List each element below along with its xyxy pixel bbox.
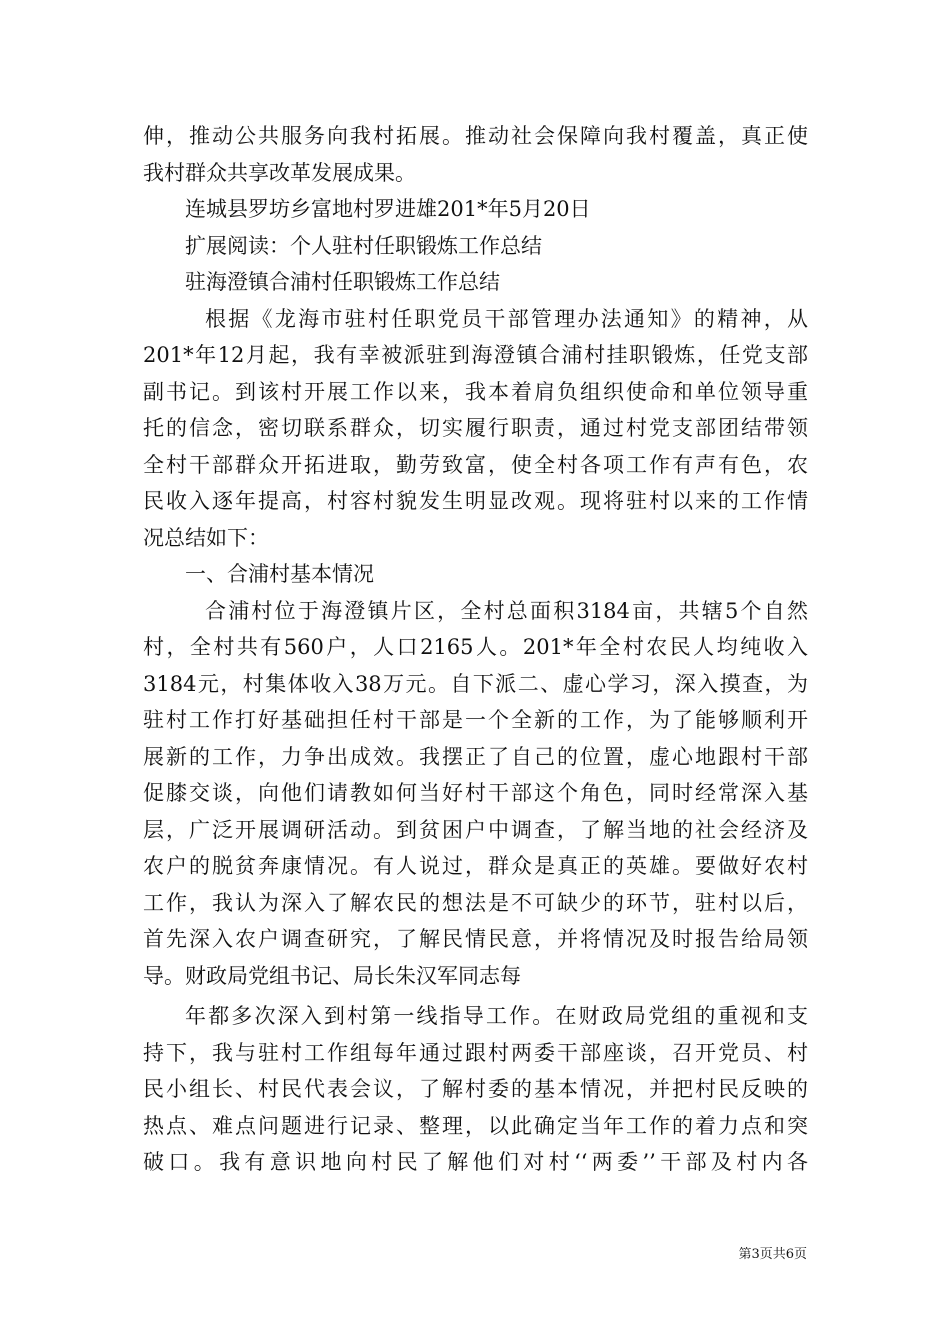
paragraph-line: 合浦村位于海澄镇片区，全村总面积3184亩，共辖5个自然	[205, 598, 808, 623]
paragraph-line: 驻村工作打好基础担任村干部是一个全新的工作，为了能够顺利开	[143, 708, 808, 732]
paragraph-line: 农户的脱贫奔康情况。有人说过，群众是真正的英雄。要做好农村	[143, 854, 808, 878]
paragraph-line: 导。财政局党组书记、局长朱汉军同志每	[143, 963, 521, 988]
paragraph-line: 热点、难点问题进行记录、整理，以此确定当年工作的着力点和突	[143, 1113, 808, 1138]
paragraph-line: 破口。我有意识地向村民了解他们对村‘‘两委’’干部及村内各	[143, 1150, 808, 1174]
paragraph-line: 工作，我认为深入了解农民的想法是不可缺少的环节，驻村以后，	[143, 890, 808, 915]
article-title: 驻海澄镇合浦村任职锻炼工作总结	[185, 270, 500, 294]
paragraph-line: 我村群众共享改革发展成果。	[143, 160, 416, 185]
paragraph-line: 展新的工作，力争出成效。我摆正了自己的位置，虚心地跟村干部	[143, 744, 808, 769]
paragraph-line: 201*年12月起，我有幸被派驻到海澄镇合浦村挂职锻炼，任党支部	[143, 343, 808, 367]
paragraph-line: 民收入逐年提高，村容村貌发生明显改观。现将驻村以来的工作情	[143, 489, 808, 513]
paragraph-line: 况总结如下：	[143, 525, 269, 550]
document-body	[143, 118, 808, 1181]
paragraph-line: 年都多次深入到村第一线指导工作。在财政局党组的重视和支	[185, 1004, 808, 1028]
paragraph-line: 伸，推动公共服务向我村拓展。推动社会保障向我村覆盖，真正使	[143, 124, 808, 148]
paragraph-line: 促膝交谈，向他们请教如何当好村干部这个角色，同时经常深入基	[143, 781, 808, 805]
paragraph-line: 副书记。到该村开展工作以来，我本着肩负组织使命和单位领导重	[143, 379, 808, 404]
paragraph-line: 托的信念，密切联系群众，切实履行职责，通过村党支部团结带领	[143, 416, 808, 440]
extended-reading-heading: 扩展阅读：个人驻村任职锻炼工作总结	[185, 233, 542, 258]
paragraph-line: 层，广泛开展调研活动。到贫困户中调查，了解当地的社会经济及	[143, 817, 808, 842]
paragraph-line: 全村干部群众开拓进取，勤劳致富，使全村各项工作有声有色，农	[143, 452, 808, 477]
paragraph-line: 民小组长、村民代表会议，了解村委的基本情况，并把村民反映的	[143, 1077, 808, 1101]
page-number: 第3页共6页	[738, 1247, 807, 1262]
signature-line: 连城县罗坊乡富地村罗进雄201*年5月20日	[185, 197, 591, 221]
section-heading: 一、合浦村基本情况	[185, 562, 374, 586]
paragraph-line: 村，全村共有560户，人口2165人。201*年全村农民人均纯收入	[143, 635, 808, 659]
paragraph-line: 首先深入农户调查研究，了解民情民意，并将情况及时报告给局领	[143, 927, 808, 951]
paragraph-line: 根据《龙海市驻村任职党员干部管理办法通知》的精神，从	[205, 306, 808, 331]
paragraph-line: 3184元，村集体收入38万元。自下派二、虚心学习，深入摸查，为	[143, 671, 808, 696]
paragraph-line: 持下，我与驻村工作组每年通过跟村两委干部座谈，召开党员、村	[143, 1040, 808, 1065]
